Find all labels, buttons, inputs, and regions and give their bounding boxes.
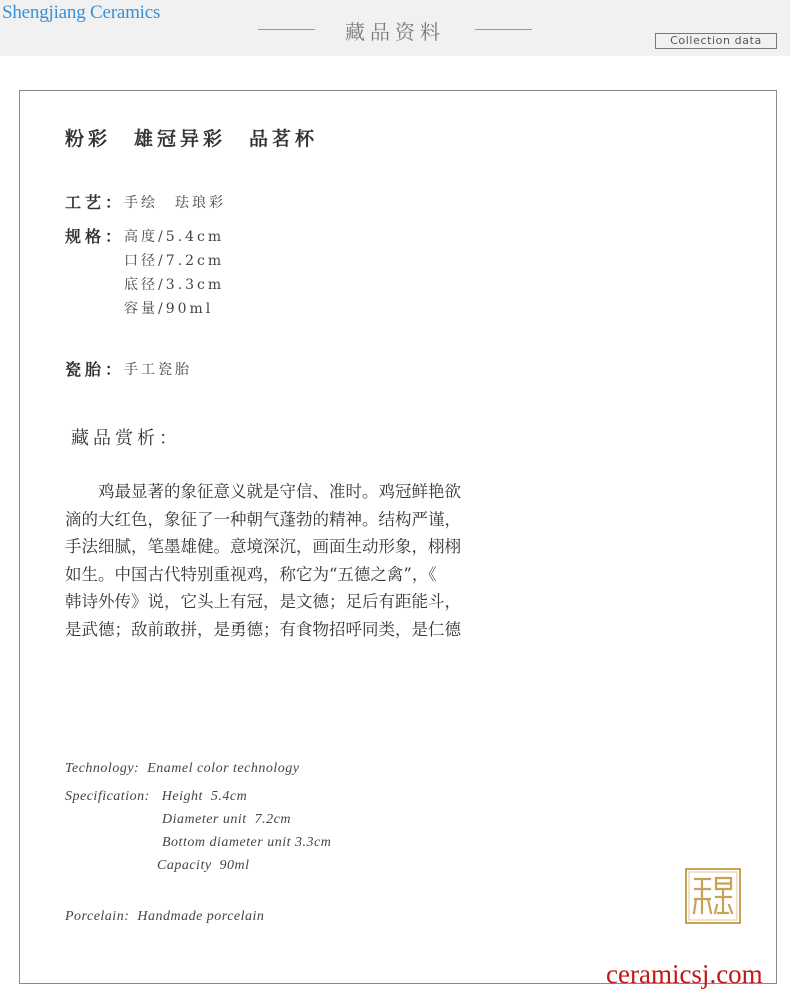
header-rule-left <box>258 29 315 30</box>
spec-capacity: 容量/90ml <box>124 301 214 317</box>
craft-label: 工艺： <box>65 193 126 212</box>
body-label: 瓷胎： <box>65 360 126 379</box>
body-value: 手工瓷胎 <box>124 362 192 378</box>
en-capacity: Capacity 90ml <box>157 858 250 873</box>
appraisal-line: 是武德；敌前敢拼，是勇德；有食物招呼同类，是仁德 <box>65 619 461 639</box>
appraisal-text <box>65 478 527 643</box>
collection-data-tag: Collection data <box>655 33 777 49</box>
header-rule-right <box>475 29 532 30</box>
appraisal-heading: 藏品赏析： <box>71 428 181 449</box>
appraisal-line: 鸡最显著的象征意义就是守信、准时。鸡冠鲜艳欲 <box>65 482 461 501</box>
en-technology: Technology: Enamel color technology <box>65 761 300 776</box>
brand-name: Shengjiang Ceramics <box>2 2 161 23</box>
seal-stamp-icon <box>684 867 742 925</box>
watermark-text: ceramicsj.com <box>606 959 763 989</box>
page-title: 藏品资料 <box>345 20 445 44</box>
appraisal-line: 韩诗外传》说，它头上有冠，是文德；足后有距能斗， <box>65 592 461 611</box>
spec-mouth-diameter: 口径/7.2cm <box>124 253 225 269</box>
spec-base-diameter: 底径/3.3cm <box>124 277 225 293</box>
craft-value: 手绘 珐琅彩 <box>124 195 226 211</box>
product-title: 粉彩 雄冠异彩 品茗杯 <box>65 128 319 150</box>
appraisal-line: 滴的大红色，象征了一种朝气蓬勃的精神。结构严谨， <box>65 509 461 529</box>
en-bottom-diameter: Bottom diameter unit 3.3cm <box>162 835 332 850</box>
spec-height: 高度/5.4cm <box>124 229 225 245</box>
en-specification: Specification: Height 5.4cm <box>65 789 248 804</box>
en-porcelain: Porcelain: Handmade porcelain <box>65 909 265 924</box>
en-diameter: Diameter unit 7.2cm <box>162 812 291 827</box>
spec-label: 规格： <box>65 227 126 246</box>
appraisal-line: 如生。中国古代特别重视鸡，称它为“五德之禽”，《 <box>65 564 437 584</box>
appraisal-line: 手法细腻，笔墨雄健。意境深沉，画面生动形象，栩栩 <box>65 537 461 556</box>
